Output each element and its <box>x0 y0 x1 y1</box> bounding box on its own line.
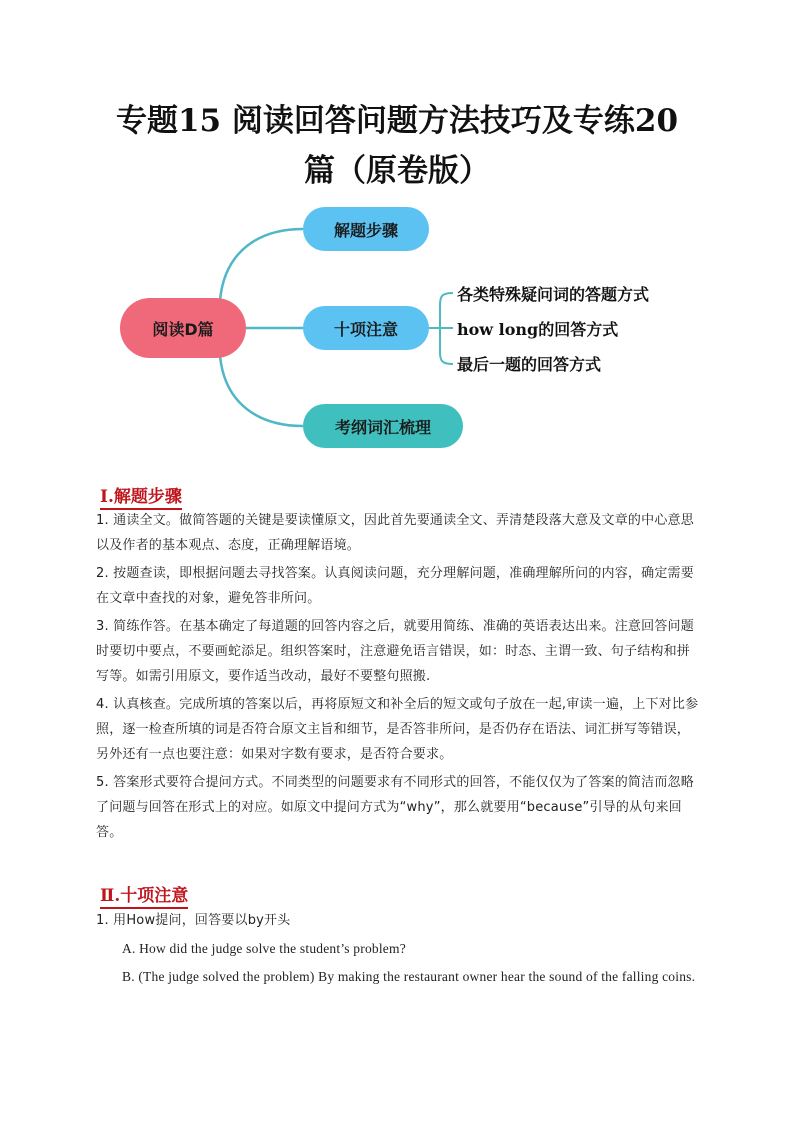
mindmap-branch-vocab: 考纲词汇梳理 <box>303 404 463 448</box>
section-heading-steps: Ⅰ.解题步骤 <box>100 482 182 510</box>
mindmap-root-node: 阅读D篇 <box>120 298 246 358</box>
notes-body <box>96 908 700 992</box>
section-heading-notes: Ⅱ.十项注意 <box>100 881 188 909</box>
steps-body <box>96 508 700 848</box>
step-paragraph-4: 4. 认真核查。完成所填的答案以后，再将原短文和补全后的短文或句子放在一起,审读一遍，上下对比参照，逐一检查所填的词是否符合原文主旨和细节，是否答非所问，是否仍存在语法、词汇拼写等错误，另外还有一点也要注意：如果对字数有要求，是否符合要求。 <box>96 697 699 762</box>
title-line-1: 专题15 阅读回答问题方法技巧及专练20 <box>115 103 679 139</box>
mindmap-branch-notes: 十项注意 <box>303 306 429 350</box>
note-item-1: 1. 用How提问，回答要以by开头 <box>96 913 291 928</box>
step-paragraph-1: 1. 通读全文。做简答题的关键是要读懂原文，因此首先要通读全文、弄清楚段落大意及文章的中心意思以及作者的基本观点、态度，正确理解语境。 <box>96 513 694 553</box>
step-paragraph-5: 5. 答案形式要符合提问方式。不同类型的问题要求有不同形式的回答，不能仅仅为了答案的简洁而忽略了问题与回答在形式上的对应。如原文中提问方式为“why”，那么就要用“because”引导的从句来回答。 <box>96 775 694 840</box>
step-paragraph-3: 3. 简练作答。在基本确定了每道题的回答内容之后，就要用简练、准确的英语表达出来。注意回答问题时要切中要点，不要画蛇添足。组织答案时，注意避免语言错误，如：时态、主谓一致、句子结构和拼写等。如需引用原文，要作适当改动，最好不要整句照搬. <box>96 619 694 684</box>
mindmap-leaf-question-words: 各类特殊疑问词的答题方式 <box>457 285 650 304</box>
step-paragraph-2: 2. 按题查读，即根据问题去寻找答案。认真阅读问题，充分理解问题，准确理解所问的内容，确定需要在文章中查找的对象，避免答非所问。 <box>96 566 694 606</box>
note-example-a: A. How did the judge solve the student’s problem? <box>122 941 406 956</box>
mind-map <box>0 0 794 470</box>
mindmap-leaf-last-question: 最后一题的回答方式 <box>457 355 602 374</box>
note-example-b: B. (The judge solved the problem) By making the restaurant owner hear the sound of the falling coins. <box>122 969 696 984</box>
mindmap-branch-steps: 解题步骤 <box>303 207 429 251</box>
mindmap-leaf-how-long: how long的回答方式 <box>457 320 619 339</box>
title-line-2: 篇（原卷版） <box>304 153 490 189</box>
